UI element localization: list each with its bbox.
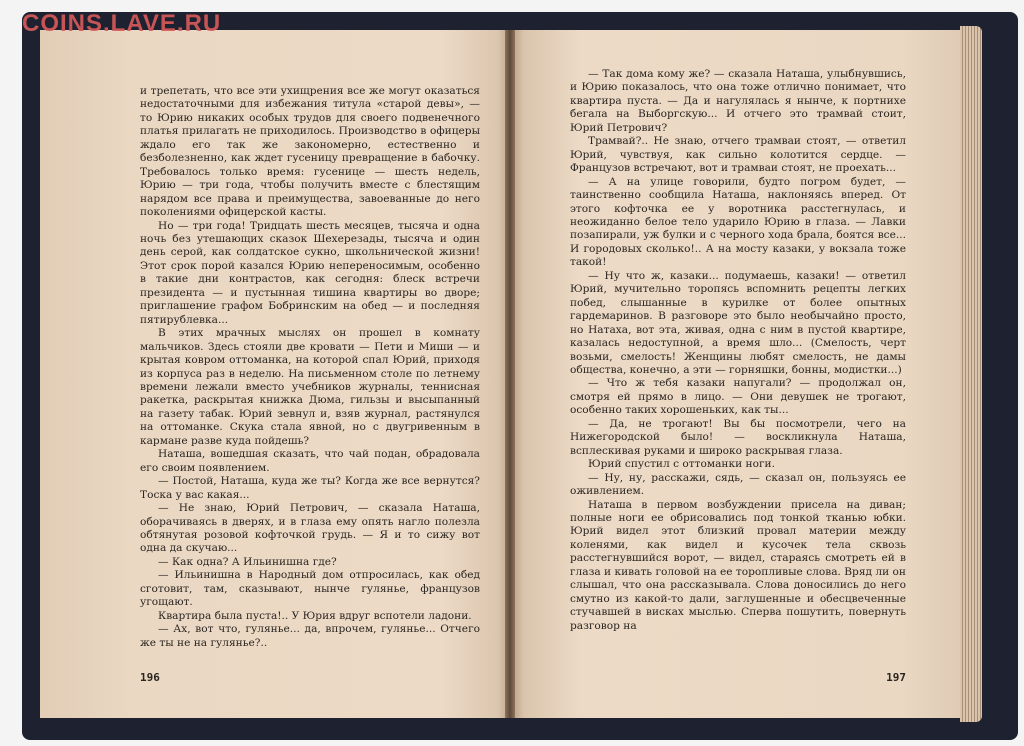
paragraph: — Что ж тебя казаки напугали? — продолжал он, смотря ей прямо в лицо. — Они девушек не трогают, особенно таких хорошеньких, как ты...: [570, 377, 906, 417]
paragraph: В этих мрачных мыслях он прошел в комнату мальчиков. Здесь стояли две кровати — Пети и Миши — и крытая ковром оттоманка, на которой спал Юрий, приходя из корпуса раз в неделю. На письменном столе по летнему времени лежали вместо учебников журналы, теннисная ракетка, раскрытая книжка Дюма, гильзы и высыпанный на газету табак. Юрий зевнул и, взяв журнал, растянулся на оттоманке. Скука стала явной, но с двугривенным в кармане разве куда пойдешь?: [140, 327, 480, 447]
page-number-left: 196: [140, 670, 160, 684]
paragraph: Квартира была пуста!.. У Юрия вдруг вспотели ладони.: [158, 609, 472, 622]
paragraph: — А на улице говорили, будто погром будет, — таинственно сообщила Наташа, наклоняясь вперед. От этого кофточка ее у воротника расстегнулась, и неожиданно белое тело ударило Юрию в глаза. — Лавки позапирали, уж булки и с черного хода брала, боятся все... И городовых сколько!.. А на мосту казаки, у вокзала тоже такой!: [570, 175, 906, 269]
book-gutter: [505, 30, 515, 718]
paragraph: Юрий спустил с оттоманки ноги.: [588, 458, 775, 471]
paragraph: — Ильинишна в Народный дом отпросилась, как обед сготовит, там, сказывают, нынче гулянье, французов угощают.: [140, 569, 480, 609]
paragraph: — Не знаю, Юрий Петрович, — сказала Наташа, оборачиваясь в дверях, и в глаза ему опять нагло полезла обтянутая розовой кофточкой грудь. — Я и то сижу вот одна да скучаю...: [140, 502, 480, 555]
right-page-text: [570, 68, 906, 633]
paragraph: — Ну что ж, казаки... подумаешь, казаки! — ответил Юрий, мучительно торопясь вспомнить рецепты легких побед, слышанные в курилке от более опытных гардемаринов. В разговоре это было необычайно просто, но Натаха, вот эта, живая, одна с ним в пустой квартире, казалась недоступной, а время шло... (Смелость, черт возьми, смелость! Женщины любят смелость, не дамы общества, конечно, а эти — горняшки, бонны, модистки...): [570, 269, 906, 376]
paragraph: Трамвай?.. Не знаю, отчего трамваи стоят, — ответил Юрий, чувствуя, как сильно колотится сердце. — Французов встречают, вот и трамваи стоят, не проехать...: [570, 135, 906, 175]
left-page-text: [140, 85, 480, 650]
paragraph: Наташа, вошедшая сказать, что чай подан, обрадовала его своим появлением.: [140, 448, 480, 474]
left-page: [40, 30, 512, 718]
page-edges: [960, 26, 982, 722]
paragraph: — Постой, Наташа, куда же ты? Когда же все вернутся? Тоска у вас какая...: [140, 475, 480, 501]
paragraph: и трепетать, что все эти ухищрения все же могут оказаться недостаточными для избежания титула «старой девы», — то Юрию никаких особых трудов для своего подвенечного платья прилагать не приходилось. Производство в офицеры ждало его так же закономерно, естественно и безболезненно, как ждет гусеницу превращение в бабочку. Требовалось только время: гусенице — шесть недель, Юрию — три года, чтобы получить вместе с блестящим нарядом все права и преимущества, завоеванные до него поколениями офицерской касты.: [140, 85, 480, 219]
paragraph: Но — три года! Тридцать шесть месяцев, тысяча и одна ночь без утешающих сказок Шехерезады, тысяча и один день серой, как солдатское сукно, школьнической жизни! Этот срок порой казался Юрию непереносимым, особенно в такие дни контрастов, как сегодня: блеск встречи президента — и пустынная тишина квартиры во дворе; приглашение графом Бобринским на обед — и последняя пятирублевка...: [140, 219, 480, 326]
paragraph: — Да, не трогают! Вы бы посмотрели, чего на Нижегородской было! — воскликнула Наташа, всплескивая руками и широко раскрывая глаза.: [570, 417, 906, 457]
right-page: [510, 30, 970, 718]
paragraph: — Как одна? А Ильинишна где?: [158, 555, 337, 568]
paragraph: — Ну, ну, расскажи, сядь, — сказал он, пользуясь ее оживлением.: [570, 471, 906, 498]
paragraph: — Так дома кому же? — сказала Наташа, улыбнувшись, и Юрию показалось, что она тоже отлично понимает, что квартира пуста. — Да и нагулялась я нынче, к портнихе бегала на Выборгскую... И отчего это трамвай стоит, Юрий Петрович?: [570, 68, 906, 134]
paragraph: Наташа в первом возбуждении присела на диван; полные ноги ее обрисовались под тонкой тканью юбки. Юрий видел этот близкий провал материи между коленями, как видел и кусочек тела сквозь расстегнувшийся ворот, — видел, стараясь смотреть ей в глаза и кивать головой на ее торопливые слова. Вряд ли он слышал, что она рассказывала. Слова доносились до него смутно из какой-то дали, заглушенные и обесцвеченные стучавшей в висках мыслью. Сперва пошутить, повернуть разговор на: [570, 498, 906, 632]
watermark: COINS.LAVE.RU: [22, 10, 222, 37]
paragraph: — Ах, вот что, гулянье... да, впрочем, гулянье... Отчего же ты не на гулянье?..: [140, 623, 480, 649]
page-number-right: 197: [886, 670, 906, 684]
